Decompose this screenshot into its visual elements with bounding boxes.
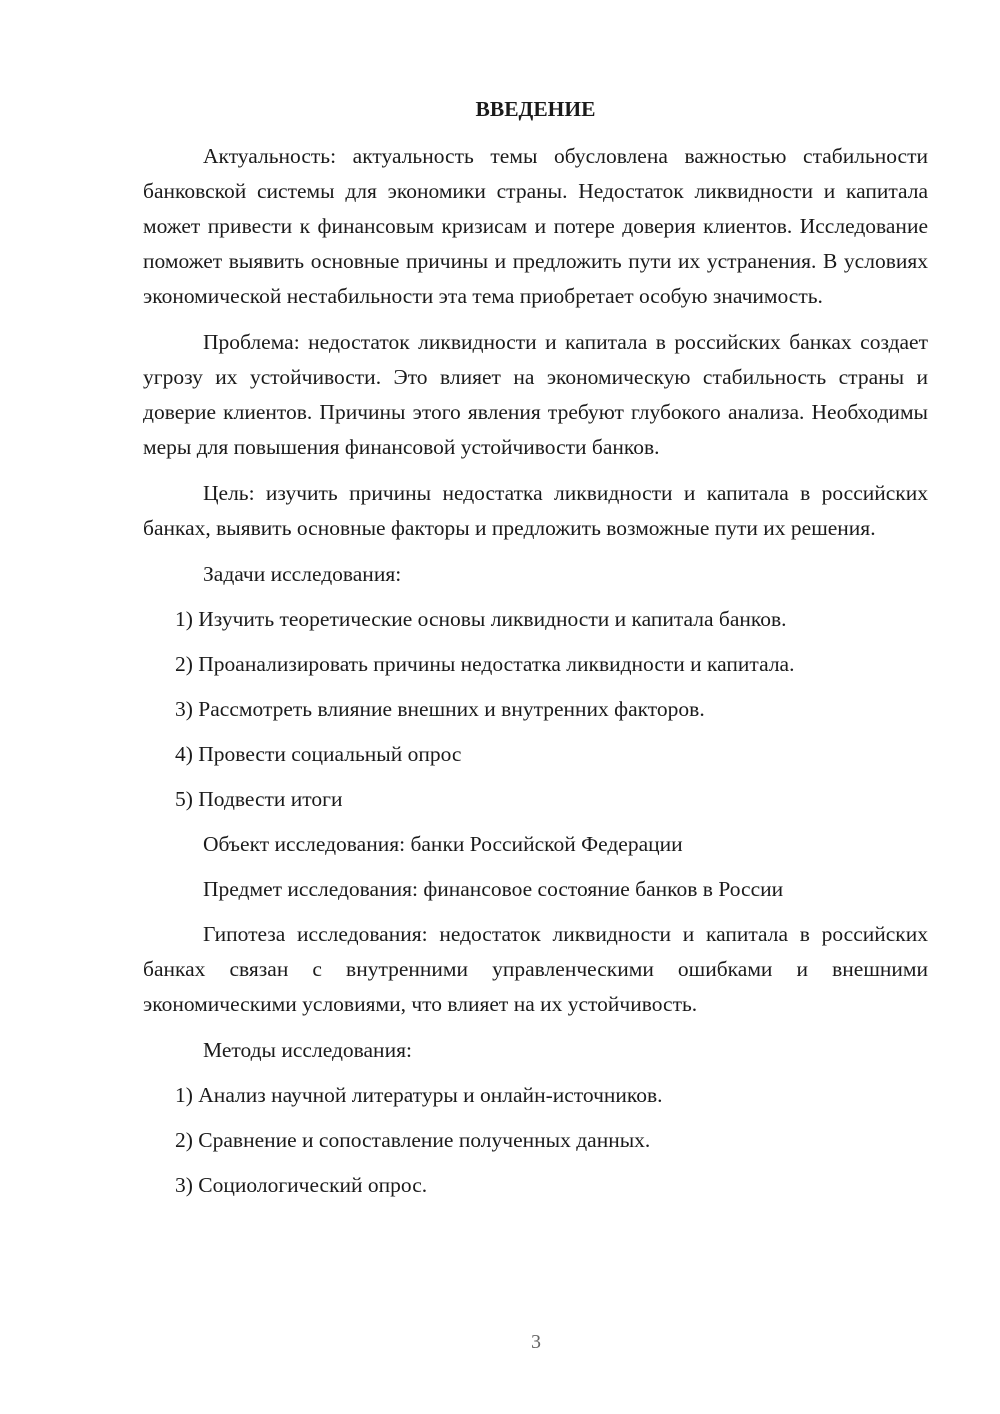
goal-paragraph: Цель: изучить причины недостатка ликвидности и капитала в российских банках, выявить основные факторы и предложить возможные пути их решения. [143, 481, 928, 540]
list-item: 3) Рассмотреть влияние внешних и внутренних факторов. [175, 697, 705, 721]
methods-heading: Методы исследования: [203, 1038, 412, 1062]
list-item: 4) Провести социальный опрос [175, 742, 462, 766]
list-item: 3) Социологический опрос. [175, 1173, 428, 1197]
object-line: Объект исследования: банки Российской Федерации [203, 832, 683, 856]
list-item: 2) Сравнение и сопоставление полученных данных. [175, 1128, 651, 1152]
tasks-heading: Задачи исследования: [203, 562, 402, 586]
list-item: 2) Проанализировать причины недостатка ликвидности и капитала. [175, 652, 795, 676]
list-item: 1) Анализ научной литературы и онлайн-источников. [175, 1083, 663, 1107]
hypothesis-paragraph: Гипотеза исследования: недостаток ликвидности и капитала в российских банках связан с внутренними управленческими ошибками и внешними экономическими условиями, что влияет на их устойчивость. [143, 922, 928, 1016]
methods-list [143, 1078, 928, 1203]
document-page [143, 92, 928, 1213]
list-item: 1) Изучить теоретические основы ликвидности и капитала банков. [175, 607, 787, 631]
list-item: 5) Подвести итоги [175, 787, 343, 811]
relevance-paragraph: Актуальность: актуальность темы обусловлена важностью стабильности банковской системы для экономики страны. Недостаток ликвидности и капитала может привести к финансовым кризисам и потере доверия клиентов. Исследование поможет выявить основные причины и предложить пути их устранения. В условиях экономической нестабильности эта тема приобретает особую значимость. [143, 144, 928, 308]
page-number: 3 [531, 1331, 541, 1353]
problem-paragraph: Проблема: недостаток ликвидности и капитала в российских банках создает угрозу их устойчивости. Это влияет на экономическую стабильность страны и доверие клиентов. Причины этого явления требуют глубокого анализа. Необходимы меры для повышения финансовой устойчивости банков. [143, 330, 928, 459]
subject-line: Предмет исследования: финансовое состояние банков в России [203, 877, 784, 901]
tasks-list [143, 602, 928, 817]
page-title: ВВЕДЕНИЕ [475, 97, 596, 121]
